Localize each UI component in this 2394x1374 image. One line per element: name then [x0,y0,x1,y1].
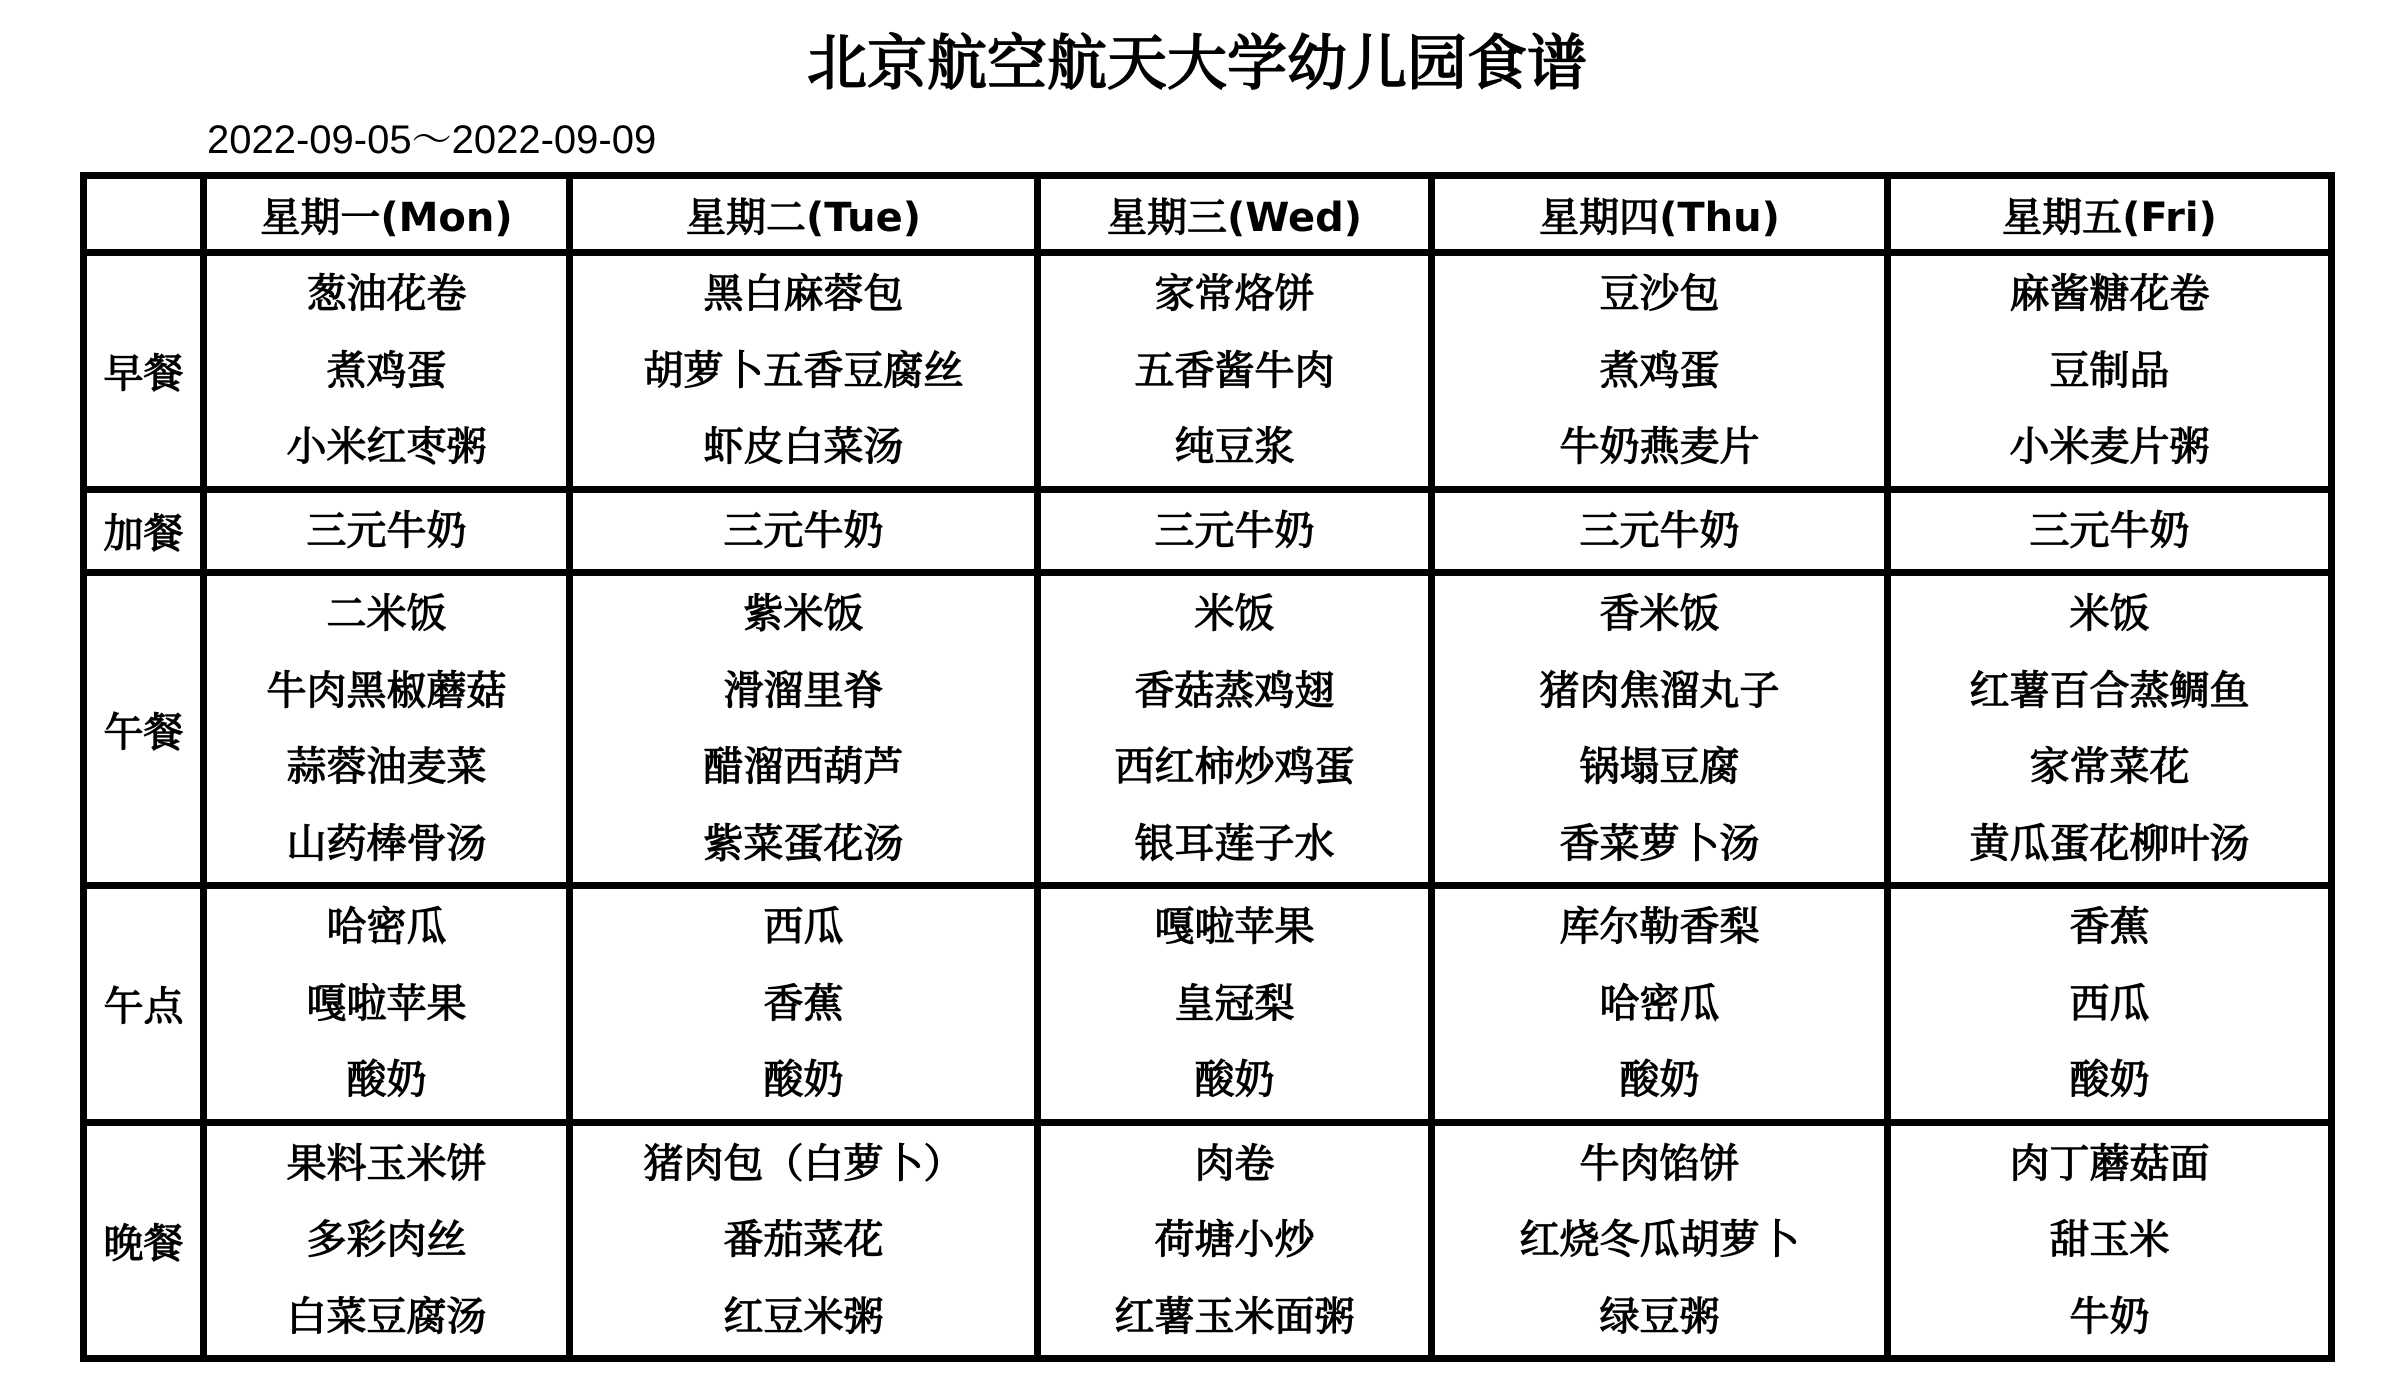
menu-cell [1432,1122,1888,1359]
menu-cell [1888,1122,2332,1359]
dish: 果料玉米饼 [286,1140,487,1187]
menu-cell [1888,886,2332,1123]
dish: 黑白麻蓉包 [703,271,904,317]
dish: 哈密瓜 [1599,980,1720,1027]
dish: 胡萝卜五香豆腐丝 [643,347,964,394]
dish: 香蕉 [763,980,844,1027]
meal-row-snack [84,489,2332,573]
dish: 酸奶 [1619,1057,1700,1103]
dish: 酸奶 [763,1057,844,1103]
dish: 红豆米粥 [723,1293,884,1340]
dish: 香菜萝卜汤 [1559,820,1760,867]
dish: 香蕉 [2069,904,2150,950]
day-header-mon: 星期一(Mon) [204,176,570,253]
menu-cell [570,1122,1038,1359]
dish: 西瓜 [2069,980,2150,1027]
menu-cell [204,573,570,886]
meal-row-dinner [84,1122,2332,1359]
dish: 香米饭 [1599,591,1720,637]
dish: 三元牛奶 [306,507,467,554]
dish: 酸奶 [346,1057,427,1103]
menu-cell [1432,253,1888,490]
menu-cell [1038,489,1432,573]
dish: 红薯百合蒸鲷鱼 [1969,667,2250,714]
menu-cell [1038,1122,1432,1359]
dish: 酸奶 [2069,1057,2150,1103]
dish: 豆制品 [2049,347,2170,394]
dish: 五香酱牛肉 [1134,347,1335,394]
meal-row-lunch [84,573,2332,886]
dish: 牛肉馅饼 [1579,1140,1740,1187]
day-header-tue: 星期二(Tue) [570,176,1038,253]
menu-cell [1038,253,1432,490]
menu-table [80,172,2335,1362]
dish: 牛奶 [2069,1293,2150,1340]
menu-cell [1432,573,1888,886]
corner-cell [84,176,204,253]
menu-cell [1432,886,1888,1123]
menu-cell [204,1122,570,1359]
dish: 煮鸡蛋 [1599,347,1720,394]
menu-cell [570,489,1038,573]
dish: 紫菜蛋花汤 [703,820,904,867]
dish: 豆沙包 [1599,271,1720,317]
dish: 麻酱糖花卷 [2009,271,2210,317]
day-header-wed: 星期三(Wed) [1038,176,1432,253]
dish: 多彩肉丝 [306,1217,467,1263]
page-title: 北京航空航天大学幼儿园食谱 [807,29,1587,99]
dish: 绿豆粥 [1599,1293,1720,1340]
dish: 牛奶燕麦片 [1559,424,1760,470]
dish: 滑溜里脊 [723,667,884,714]
dish: 山药棒骨汤 [286,820,487,867]
dish: 紫米饭 [743,591,864,637]
dish: 皇冠梨 [1174,980,1295,1027]
dish: 酸奶 [1194,1057,1275,1103]
menu-cell [1888,253,2332,490]
dish: 小米红枣粥 [286,424,487,470]
menu-cell [1432,489,1888,573]
menu-cell [204,886,570,1123]
meal-row-afternoon-snack [84,886,2332,1123]
day-header-fri: 星期五(Fri) [1888,176,2332,253]
meal-name: 晚餐 [84,1122,204,1359]
dish: 二米饭 [326,591,447,637]
menu-cell [1038,886,1432,1123]
menu-cell [204,253,570,490]
dish: 米饭 [2069,591,2150,637]
date-range: 2022-09-05～2022-09-09 [207,118,657,162]
dish: 煮鸡蛋 [326,347,447,394]
dish: 虾皮白菜汤 [703,424,904,470]
menu-cell [1038,573,1432,886]
dish: 黄瓜蛋花柳叶汤 [1969,820,2250,867]
dish: 哈密瓜 [326,904,447,950]
dish: 纯豆浆 [1174,424,1295,470]
meal-name: 加餐 [84,489,204,573]
meal-name: 早餐 [84,253,204,490]
day-header-thu: 星期四(Thu) [1432,176,1888,253]
dish: 三元牛奶 [1579,507,1740,554]
dish: 醋溜西葫芦 [703,744,904,790]
meal-name: 午餐 [84,573,204,886]
dish: 嘎啦苹果 [1154,904,1315,950]
dish: 家常菜花 [2029,744,2190,790]
dish: 红烧冬瓜胡萝卜 [1519,1217,1800,1263]
dish: 肉丁蘑菇面 [2009,1140,2210,1187]
meal-row-breakfast [84,253,2332,490]
dish: 牛肉黑椒蘑菇 [266,667,507,714]
meal-name: 午点 [84,886,204,1123]
dish: 小米麦片粥 [2009,424,2210,470]
dish: 红薯玉米面粥 [1114,1293,1355,1340]
dish: 葱油花卷 [306,271,467,317]
dish: 西瓜 [763,904,844,950]
dish: 米饭 [1194,591,1275,637]
dish: 肉卷 [1194,1140,1275,1187]
dish: 甜玉米 [2049,1217,2170,1263]
dish: 猪肉焦溜丸子 [1539,667,1780,714]
menu-cell [1888,489,2332,573]
dish: 荷塘小炒 [1154,1217,1315,1263]
menu-cell [1888,573,2332,886]
dish: 锅塌豆腐 [1579,744,1740,790]
dish: 番茄菜花 [723,1217,884,1263]
header-row [84,176,2332,253]
dish: 西红柿炒鸡蛋 [1114,744,1355,790]
dish: 白菜豆腐汤 [286,1293,487,1340]
dish: 库尔勒香梨 [1559,904,1760,950]
dish: 银耳莲子水 [1134,820,1335,867]
dish: 猪肉包（白萝卜） [643,1140,964,1187]
dish: 蒜蓉油麦菜 [286,744,487,790]
menu-cell [570,573,1038,886]
menu-cell [204,489,570,573]
dish: 三元牛奶 [1154,507,1315,554]
dish: 三元牛奶 [723,507,884,554]
dish: 家常烙饼 [1154,271,1315,317]
menu-cell [570,886,1038,1123]
menu-cell [570,253,1038,490]
dish: 香菇蒸鸡翅 [1134,667,1335,714]
dish: 嘎啦苹果 [306,980,467,1027]
dish: 三元牛奶 [2029,507,2190,554]
